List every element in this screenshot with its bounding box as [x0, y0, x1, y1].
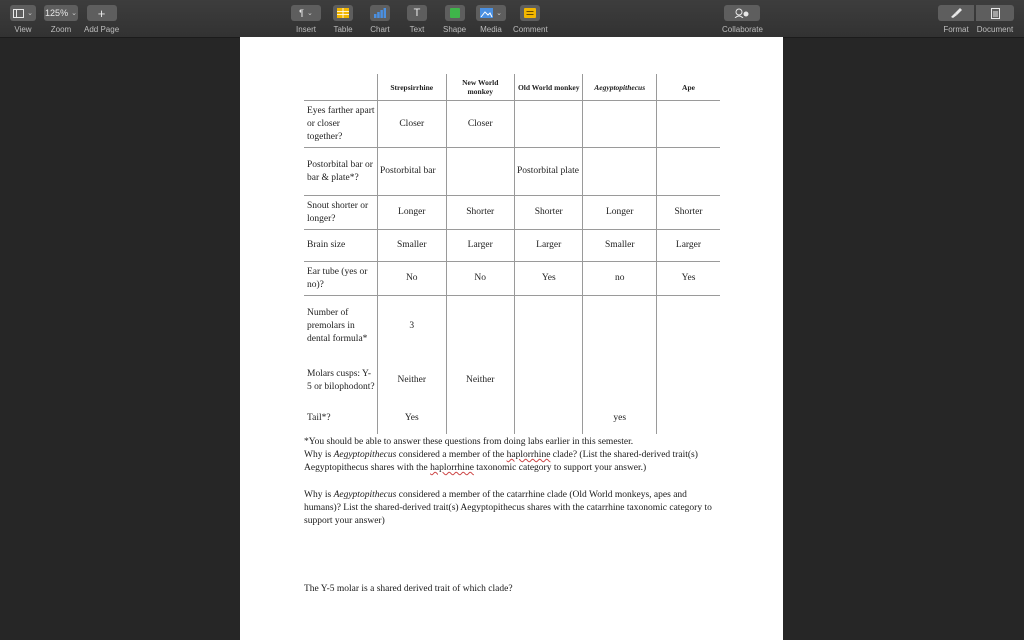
- table-cell[interactable]: Neither: [378, 358, 446, 404]
- text-label: Text: [409, 25, 425, 34]
- document-label: Document: [976, 25, 1014, 34]
- table-cell[interactable]: [583, 101, 657, 148]
- insert-control[interactable]: [291, 5, 321, 34]
- question-3[interactable]: [304, 583, 724, 596]
- question-text: Why is: [304, 490, 334, 500]
- footnote[interactable]: [304, 436, 724, 449]
- chart-control[interactable]: [370, 5, 390, 34]
- table-header-cell[interactable]: New World monkey: [446, 74, 514, 101]
- media-label: Media: [480, 25, 502, 34]
- table-cell[interactable]: Neither: [446, 358, 514, 404]
- table-cell[interactable]: [583, 358, 657, 404]
- table-row: [304, 101, 720, 148]
- comment-control[interactable]: [513, 5, 548, 34]
- table-cell[interactable]: Tail*?: [307, 413, 331, 423]
- table-cell[interactable]: [446, 148, 514, 196]
- chart-button[interactable]: [370, 5, 390, 21]
- table-cell[interactable]: Snout shorter or longer?: [304, 196, 378, 230]
- collaborate-icon: [734, 8, 750, 18]
- table-cell[interactable]: [514, 296, 582, 358]
- misspelled-word[interactable]: haplorrhine: [430, 463, 474, 473]
- add-page-control[interactable]: [84, 5, 119, 34]
- table-cell[interactable]: [656, 404, 720, 434]
- zoom-value: 125%: [45, 8, 69, 18]
- table-cell[interactable]: Closer: [378, 101, 446, 148]
- shape-icon: [450, 8, 460, 18]
- table-cell[interactable]: [583, 148, 657, 196]
- table-row: [304, 296, 720, 358]
- question-text: considered a member of the catarrhine clade (Old World monkeys, apes and humans)? List the shared-derived trait(s) Aegyptopithecus shares with the catarrhine taxonomic category to support your answer): [304, 490, 712, 526]
- format-button[interactable]: [938, 5, 974, 21]
- table-row: [304, 230, 720, 262]
- format-label: Format: [943, 25, 969, 34]
- table-row: [304, 404, 720, 434]
- question-1[interactable]: [304, 449, 724, 475]
- table-cell[interactable]: [656, 148, 720, 196]
- footnote-text: *You should be able to answer these questions from doing labs earlier in this semester.: [304, 437, 634, 447]
- document-control[interactable]: [976, 5, 1014, 34]
- traits-table[interactable]: [304, 74, 720, 434]
- table-row: [304, 262, 720, 296]
- collaborate-control[interactable]: [722, 5, 763, 34]
- question-text: The Y-5 molar is a shared derived trait of which clade?: [304, 584, 513, 594]
- shape-button[interactable]: [445, 5, 465, 21]
- table-button[interactable]: [333, 5, 353, 21]
- table-cell[interactable]: Ear tube (yes or no)?: [304, 262, 378, 296]
- table-cell[interactable]: Shorter: [656, 196, 720, 230]
- shape-label: Shape: [443, 25, 467, 34]
- text-button[interactable]: [407, 5, 427, 21]
- table-cell[interactable]: Longer: [583, 196, 657, 230]
- taxon-name: Aegyptopithecus: [333, 490, 397, 500]
- table-cell[interactable]: Postorbital plate: [514, 148, 582, 196]
- collaborate-button[interactable]: [724, 5, 760, 21]
- table-cell[interactable]: No: [378, 262, 446, 296]
- chevron-down-icon: ⌄: [306, 10, 313, 17]
- chevron-down-icon: ⌄: [27, 10, 33, 17]
- insert-button[interactable]: [291, 5, 321, 21]
- table-cell[interactable]: 3: [378, 296, 446, 358]
- plus-icon: +: [97, 5, 106, 21]
- taxon-name: Aegyptopithecus: [333, 450, 397, 460]
- table-cell[interactable]: Eyes farther apart or closer together?: [304, 101, 378, 148]
- table-cell[interactable]: Yes: [656, 262, 720, 296]
- comment-icon: [524, 8, 536, 18]
- paintbrush-icon: [950, 8, 962, 18]
- misspelled-word[interactable]: haplorrhine: [506, 450, 551, 460]
- table-cell[interactable]: No: [446, 262, 514, 296]
- chevron-down-icon: ⌄: [496, 10, 502, 17]
- table-cell[interactable]: Larger: [514, 230, 582, 262]
- comment-button[interactable]: [520, 5, 540, 21]
- add-page-button[interactable]: [87, 5, 117, 21]
- sidebar-icon: [13, 9, 24, 18]
- table-cell[interactable]: Longer: [378, 196, 446, 230]
- table-cell[interactable]: no: [583, 262, 657, 296]
- table-header-row: [304, 74, 720, 101]
- collaborate-label: Collaborate: [722, 25, 763, 34]
- add-page-label: Add Page: [84, 25, 120, 34]
- table-cell[interactable]: Smaller: [583, 230, 657, 262]
- table-cell[interactable]: Molars cusps: Y-5 or bilophodont?: [307, 368, 375, 392]
- table-cell[interactable]: Larger: [446, 230, 514, 262]
- table-label: Table: [333, 25, 353, 34]
- table-cell[interactable]: Smaller: [378, 230, 446, 262]
- zoom-label: Zoom: [50, 25, 72, 34]
- shape-control[interactable]: [443, 5, 466, 34]
- question-text: considered a member of the: [396, 450, 507, 460]
- table-cell[interactable]: [583, 296, 657, 358]
- text-icon: T: [413, 7, 421, 19]
- view-control[interactable]: [10, 5, 36, 34]
- text-control[interactable]: [407, 5, 427, 34]
- table-cell[interactable]: [656, 358, 720, 404]
- format-control[interactable]: [938, 5, 974, 34]
- table-cell[interactable]: [514, 358, 582, 404]
- question-text: Why is: [304, 450, 334, 460]
- media-button[interactable]: [476, 5, 506, 21]
- table-cell[interactable]: yes: [583, 404, 657, 434]
- table-cell[interactable]: Number of premolars in dental formula*: [304, 296, 378, 358]
- table-cell[interactable]: [514, 404, 582, 434]
- chart-label: Chart: [370, 25, 390, 34]
- table-cell[interactable]: [446, 296, 514, 358]
- image-icon: [480, 8, 493, 18]
- table-header-cell[interactable]: Strepsirrhine: [378, 74, 446, 101]
- table-cell[interactable]: Yes: [378, 404, 446, 434]
- table-row: [304, 196, 720, 230]
- document-button[interactable]: [976, 5, 1014, 21]
- table-header-cell[interactable]: [304, 74, 378, 101]
- table-cell[interactable]: Postorbital bar or bar & plate*?: [304, 148, 378, 196]
- question-text: clade? (List the shared-derived trait(s) Aegyptopithecus shares with the: [304, 450, 698, 473]
- table-cell[interactable]: Yes: [514, 262, 582, 296]
- table-cell[interactable]: Shorter: [446, 196, 514, 230]
- table-cell[interactable]: [656, 101, 720, 148]
- question-text: taxonomic category to support your answer.): [473, 463, 647, 473]
- media-control[interactable]: [476, 5, 506, 34]
- document-icon: [991, 8, 1000, 19]
- table-cell[interactable]: Postorbital bar: [378, 148, 446, 196]
- table-row: [304, 358, 720, 404]
- question-2[interactable]: [304, 489, 724, 528]
- table-cell[interactable]: Larger: [656, 230, 720, 262]
- table-header-cell[interactable]: Aegyptopithecus: [583, 74, 657, 101]
- table-cell[interactable]: [514, 101, 582, 148]
- zoom-button[interactable]: [44, 5, 78, 21]
- zoom-control[interactable]: [44, 5, 78, 34]
- table-icon: [337, 8, 349, 18]
- table-header-cell[interactable]: Old World monkey: [514, 74, 582, 101]
- bar-chart-icon: [374, 8, 386, 18]
- insert-label: Insert: [295, 25, 316, 34]
- chevron-down-icon: ⌄: [71, 10, 77, 17]
- paragraph-icon: ¶: [299, 8, 304, 18]
- table-cell[interactable]: Shorter: [514, 196, 582, 230]
- toolbar: [0, 0, 1024, 38]
- table-control[interactable]: [333, 5, 353, 34]
- view-label: View: [14, 25, 32, 34]
- document-page[interactable]: [240, 37, 783, 640]
- table-cell[interactable]: Closer: [446, 101, 514, 148]
- table-cell[interactable]: [656, 296, 720, 358]
- comment-label: Comment: [513, 25, 548, 34]
- view-button[interactable]: [10, 5, 36, 21]
- table-header-cell[interactable]: Ape: [656, 74, 720, 101]
- table-row: [304, 148, 720, 196]
- table-cell[interactable]: Brain size: [304, 230, 378, 262]
- table-cell[interactable]: [446, 404, 514, 434]
